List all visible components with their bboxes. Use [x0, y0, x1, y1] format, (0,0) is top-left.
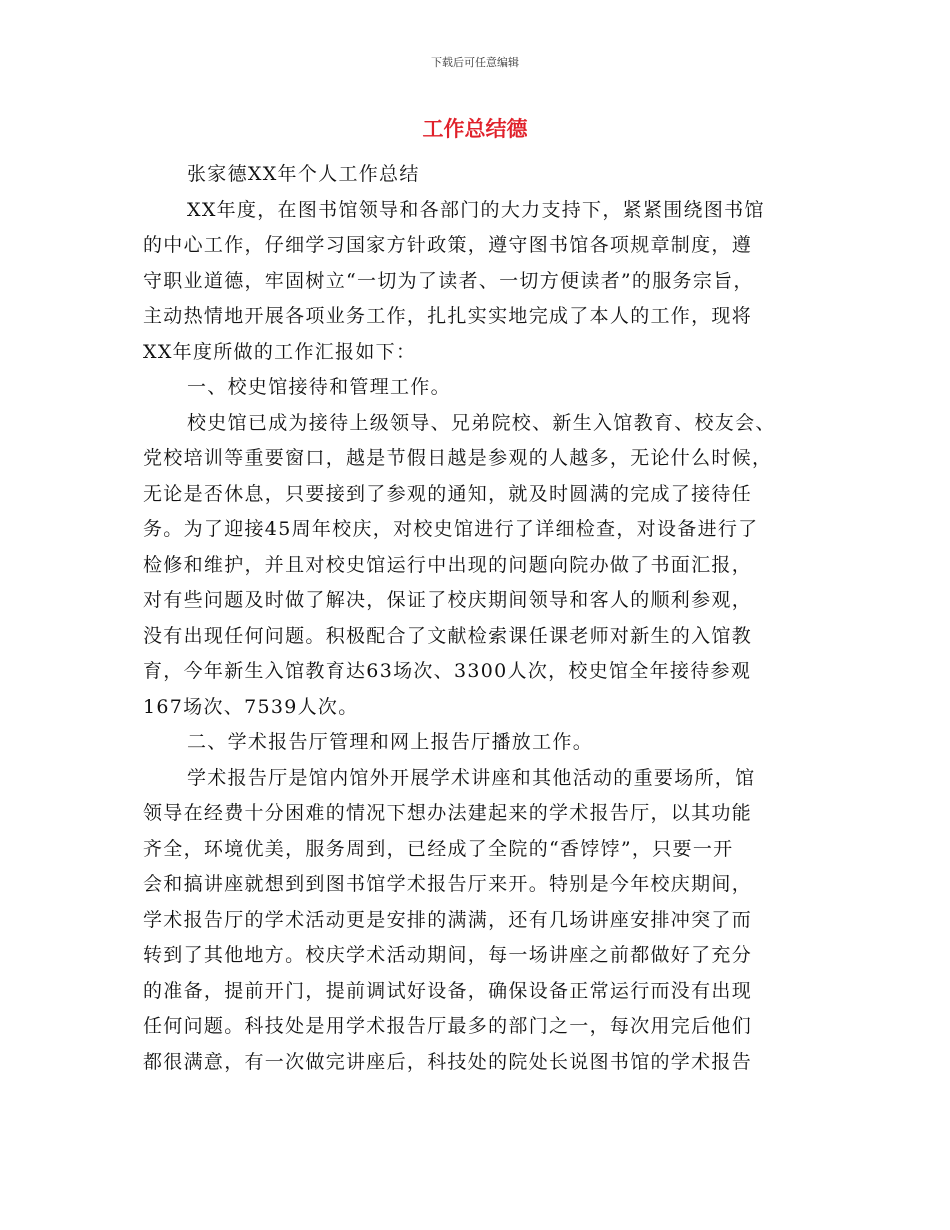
body-text-line: XX年度所做的工作汇报如下： [143, 340, 417, 363]
body-text-line: 任何问题。科技处是用学术报告厅最多的部门之一，每次用完后他们 [143, 1015, 753, 1037]
body-text-line: 转到了其他地方。校庆学术活动期间，每一场讲座之前都做好了充分 [143, 944, 753, 966]
body-text-line: 对有些问题及时做了解决，保证了校庆期间领导和客人的顺利参观， [143, 589, 753, 611]
body-text-line: 齐全，环境优美，服务周到，已经成了全院的“香饽饽”，只要一开 [143, 837, 734, 860]
body-text-line: 的中心工作，仔细学习国家方针政策，遵守图书馆各项规章制度，遵 [143, 234, 753, 256]
body-text-line: 检修和维护，并且对校史馆运行中出现的问题向院办做了书面汇报， [143, 553, 753, 576]
body-text-line: 一、校史馆接待和管理工作。 [187, 376, 451, 398]
body-text-line: XX年度，在图书馆领导和各部门的大力支持下，紧紧围绕图书馆 [187, 198, 765, 221]
body-text-line: 务。为了迎接45周年校庆，对校史馆进行了详细检查，对设备进行了 [143, 518, 759, 540]
body-text-line: 主动热情地开展各项业务工作，扎扎实实地完成了本人的工作，现将 [143, 305, 753, 327]
body-text-line: 校史馆已成为接待上级领导、兄弟院校、新生入馆教育、校友会、 [187, 411, 776, 434]
body-text-line: 学术报告厅的学术活动更是安排的满满，还有几场讲座安排冲突了而 [143, 908, 753, 931]
body-text-line: 167场次、7539人次。 [143, 695, 359, 718]
body-text-line: 没有出现任何问题。积极配合了文献检索课任课老师对新生的入馆教 [143, 624, 753, 647]
body-text-line: 领导在经费十分困难的情况下想办法建起来的学术报告厅，以其功能 [143, 802, 753, 824]
page-header-note: 下载后可任意编辑 [431, 56, 519, 69]
body-text-line: 二、学术报告厅管理和网上报告厅播放工作。 [187, 731, 594, 753]
body-text-line: 无论是否休息，只要接到了参观的通知，就及时圆满的完成了接待任 [143, 482, 753, 505]
document-title: 工作总结德 [422, 117, 528, 141]
body-text-line: 都很满意，有一次做完讲座后，科技处的院处长说图书馆的学术报告 [143, 1050, 753, 1073]
body-text-line: 党校培训等重要窗口，越是节假日越是参观的人越多，无论什么时候， [143, 447, 773, 469]
body-text-line: 育，今年新生入馆教育达63场次、3300人次，校史馆全年接待参观 [143, 660, 752, 682]
body-text-line: 学术报告厅是馆内馆外开展学术讲座和其他活动的重要场所，馆 [187, 766, 756, 789]
body-text-line: 张家德XX年个人工作总结 [187, 163, 420, 185]
body-text-line: 守职业道德，牢固树立“一切为了读者、一切方便读者”的服务宗旨， [143, 269, 754, 292]
body-text-line: 会和搞讲座就想到到图书馆学术报告厅来开。特别是今年校庆期间， [143, 873, 753, 895]
body-text-line: 的准备，提前开门，提前调试好设备，确保设备正常运行而没有出现 [143, 979, 753, 1002]
document-body [143, 157, 811, 1080]
